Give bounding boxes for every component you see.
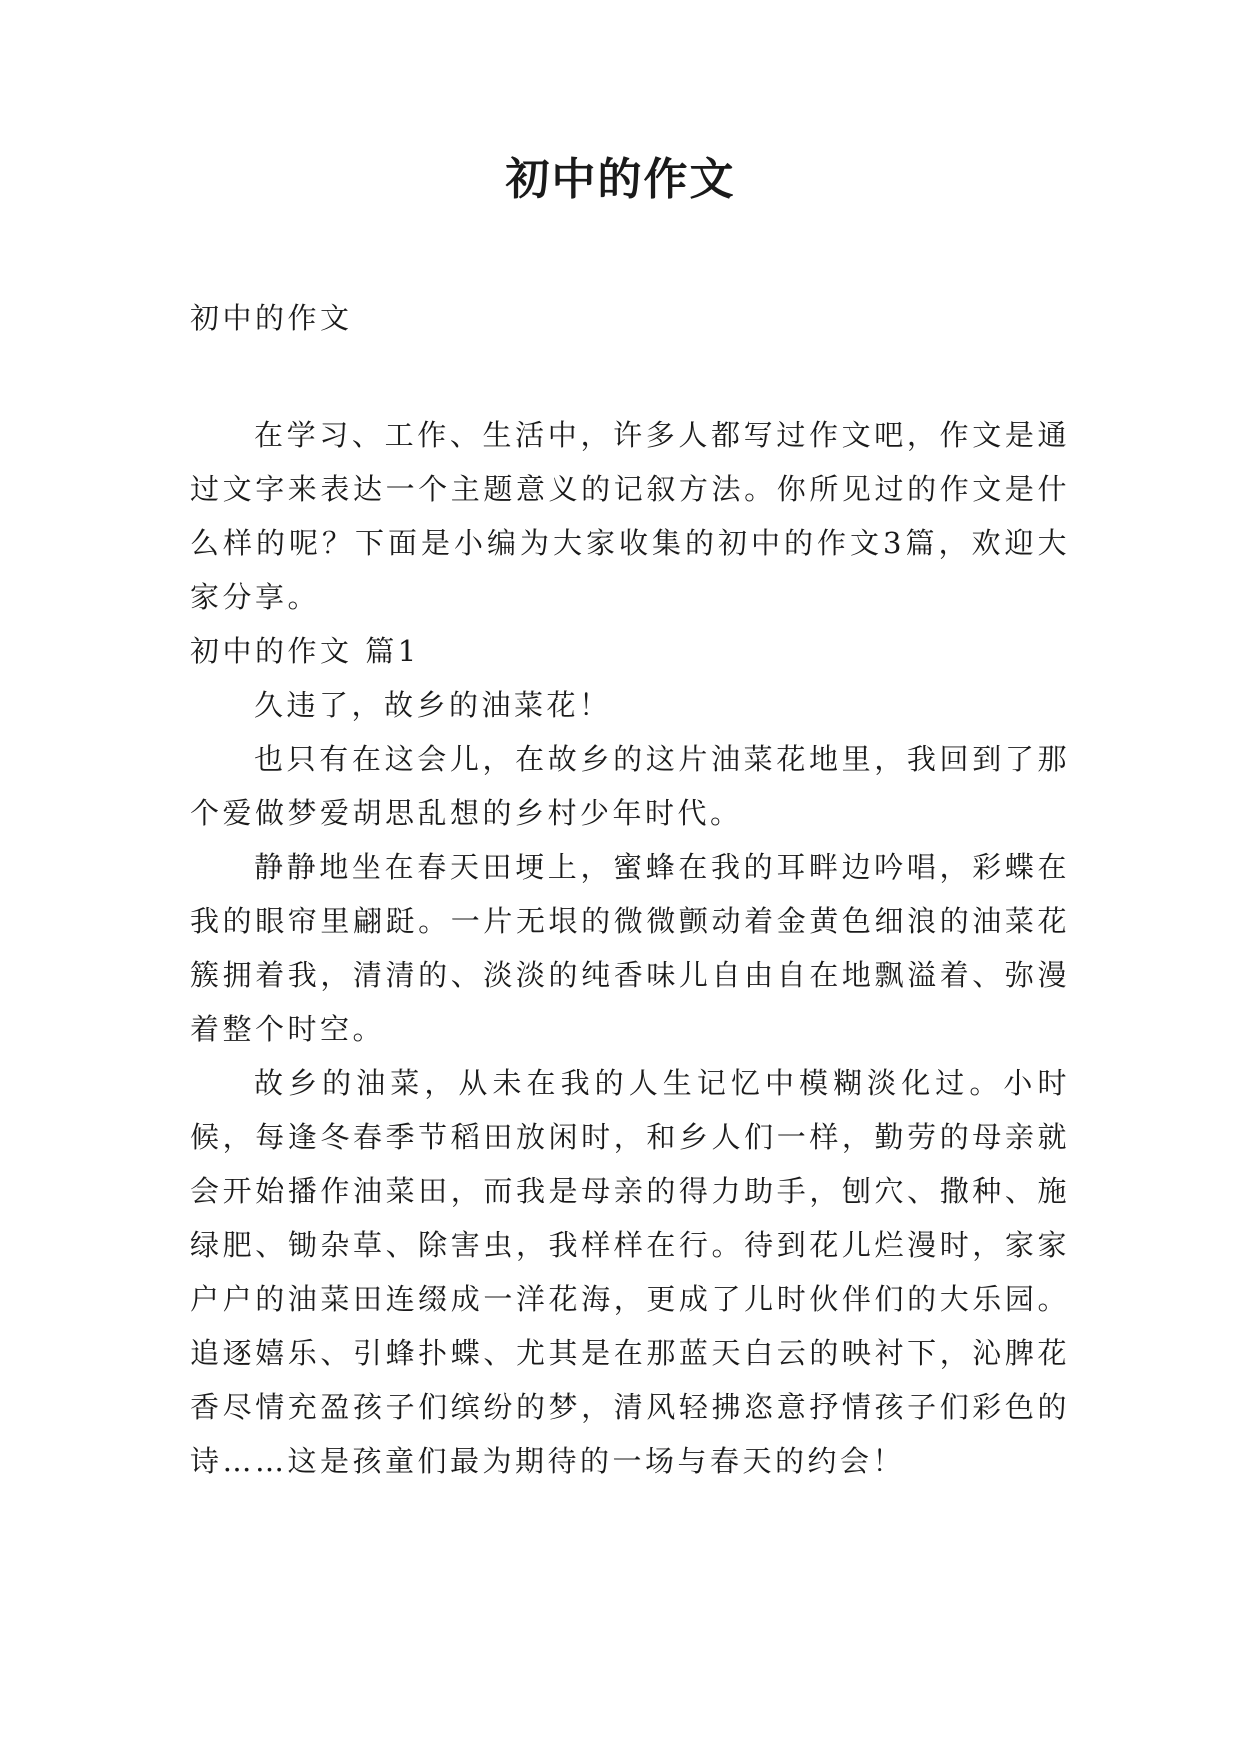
document-subtitle: 初中的作文 xyxy=(190,301,353,335)
body-paragraph: 久违了，故乡的油菜花！ xyxy=(254,688,612,722)
intro-paragraph: 在学习、工作、生活中，许多人都写过作文吧，作文是通过文字来表达一个主题意义的记叙方法。你所见过的作文是什么样的呢？下面是小编为大家收集的初中的作文3篇，欢迎大家分享。 xyxy=(190,418,1070,614)
spacer xyxy=(190,346,1070,408)
document-body xyxy=(190,290,1070,1488)
body-paragraph: 静静地坐在春天田埂上，蜜蜂在我的耳畔边吟唱，彩蝶在我的眼帘里翩跹。一片无垠的微微颤动着金黄色细浪的油菜花簇拥着我，清清的、淡淡的纯香味儿自由自在地飘溢着、弥漫着整个时空。 xyxy=(190,850,1070,1046)
body-paragraph: 故乡的油菜，从未在我的人生记忆中模糊淡化过。小时候，每逢冬春季节稻田放闲时，和乡人们一样，勤劳的母亲就会开始播作油菜田，而我是母亲的得力助手，刨穴、撒种、施绿肥、锄杂草、除害虫，我样样在行。待到花儿烂漫时，家家户户的油菜田连缀成一洋花海，更成了儿时伙伴们的大乐园。追逐嬉乐、引蜂扑蝶、尤其是在那蓝天白云的映衬下，沁脾花香尽情充盈孩子们缤纷的梦，清风轻拂恣意抒情孩子们彩色的诗……这是孩童们最为期待的一场与春天的约会！ xyxy=(190,1066,1070,1478)
page-title: 初中的作文 xyxy=(505,154,736,205)
body-paragraph: 也只有在这会儿，在故乡的这片油菜花地里，我回到了那个爱做梦爱胡思乱想的乡村少年时代。 xyxy=(190,742,1070,830)
section-heading: 初中的作文 篇1 xyxy=(190,634,420,668)
